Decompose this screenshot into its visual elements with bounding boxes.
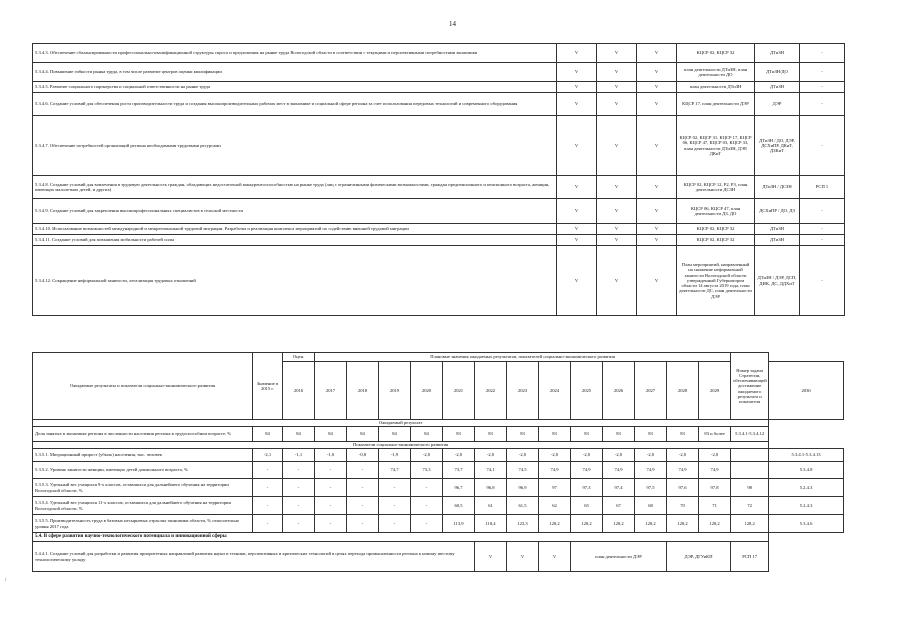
mark-period-3: V xyxy=(637,44,677,63)
indicators-label: Показатели социально-экономического развития xyxy=(33,442,769,449)
year-value: - xyxy=(347,479,379,497)
year-value: 83 xyxy=(635,427,667,442)
mark-period-3: V xyxy=(637,235,677,246)
note-cell: - xyxy=(800,235,845,246)
year-value: -2,0 xyxy=(699,449,731,462)
planned-values-header: Плановые значения ожидаемых результатов, показателей социально-экономического развития xyxy=(315,353,731,362)
mark-period-2: V xyxy=(597,235,637,246)
mark-period-2: V xyxy=(597,199,637,224)
responsible-body: ДТиЗН xyxy=(755,82,800,93)
year-value: - xyxy=(347,515,379,533)
indicators-table xyxy=(32,352,844,572)
mark-period-1: V xyxy=(557,199,597,224)
mark-period-2: V xyxy=(597,63,637,82)
year-value: - xyxy=(411,479,443,497)
year-value: 70 xyxy=(667,497,699,515)
measures-table xyxy=(32,43,845,316)
year-header: 2029 xyxy=(699,362,731,420)
responsible-body: ДТиЗН / ДЭР, ДСП, ДИК, ДС, ДДХиТ xyxy=(755,246,800,316)
base-value: - xyxy=(253,479,283,497)
year-value: 83 xyxy=(571,427,603,442)
year-value: 83 xyxy=(539,427,571,442)
measure-row xyxy=(33,93,845,116)
year-value: 83 xyxy=(603,427,635,442)
year-value: 128,2 xyxy=(603,515,635,533)
year-value: - xyxy=(411,497,443,515)
year-value: -2,0 xyxy=(571,449,603,462)
year-value: - xyxy=(315,479,347,497)
year-value: 84 xyxy=(411,427,443,442)
task-number: 5.3.4.1-5.3.4.13 xyxy=(769,449,844,462)
indicator-row xyxy=(33,462,844,479)
year-header: 2027 xyxy=(635,362,667,420)
year-value: -2,0 xyxy=(411,449,443,462)
year-value: 84 xyxy=(315,427,347,442)
year-value: 71 xyxy=(699,497,731,515)
note-cell: РСП 1 xyxy=(800,176,845,199)
page-number: 14 xyxy=(449,20,456,28)
year-value: 84 xyxy=(283,427,315,442)
year-value: 61,5 xyxy=(507,497,539,515)
year-value: - xyxy=(379,479,411,497)
mark-period-3: V xyxy=(637,176,677,199)
note-cell: - xyxy=(800,63,845,82)
year-header: 2021 xyxy=(443,362,475,420)
measure-row xyxy=(33,542,844,572)
year-value: - xyxy=(347,497,379,515)
funding-source: КЦСР 02, КЦСР 32 xyxy=(677,224,755,235)
responsible-body: ДЭР, ДГУиКП xyxy=(667,542,731,572)
measure-row xyxy=(33,82,845,93)
year-value: - xyxy=(283,479,315,497)
year-header: 2023 xyxy=(507,362,539,420)
mark-period-3: V xyxy=(637,116,677,176)
mark-period-2: V xyxy=(597,116,637,176)
responsible-body: ДТиЗН / ДО, ДЭР, ДСХиПР, ДКиТ, ДЗКиТ xyxy=(755,116,800,176)
result-row xyxy=(33,427,844,442)
year-value: - xyxy=(283,515,315,533)
note-cell: РСП 17 xyxy=(731,542,769,572)
base-value: - xyxy=(253,497,283,515)
year-value: - xyxy=(283,497,315,515)
mark-period-2: V xyxy=(507,542,539,572)
year-value: 97,3 xyxy=(571,479,603,497)
indicator-row xyxy=(33,449,844,462)
task-number: 5.3.4.6 xyxy=(769,515,844,533)
mark-period-3: V xyxy=(637,93,677,116)
funding-source: КЦСР 02, КЦСР 32 xyxy=(677,44,755,63)
mark-period-1: V xyxy=(557,82,597,93)
year-value: 128,2 xyxy=(667,515,699,533)
year-value: -1,9 xyxy=(379,449,411,462)
year-header: 2016 xyxy=(283,362,315,420)
year-value xyxy=(731,449,769,462)
responsible-body: ДТиЗН xyxy=(755,224,800,235)
funding-source: КЦСР 02, КЦСР 12, Р2, Р3, план деятельности ДСЗН xyxy=(677,176,755,199)
year-value: 60,5 xyxy=(443,497,475,515)
mark-period-2: V xyxy=(597,246,637,316)
year-value: 83 xyxy=(507,427,539,442)
year-value: -2,0 xyxy=(539,449,571,462)
year-value: 65 xyxy=(571,497,603,515)
year-value: 113,9 xyxy=(443,515,475,533)
note-cell: - xyxy=(800,199,845,224)
year-value: 74,9 xyxy=(635,462,667,479)
funding-source: КЦСР 02, КЦСР 31, КЦСР 17, КЦСР 06, КЦСР 47, КЦСР 03, КЦСР 33, план деятельности ДТиЗН, ДЭР, ДКиТ xyxy=(677,116,755,176)
funding-source: план деятельности ДТиЗН xyxy=(677,82,755,93)
note-cell: - xyxy=(800,82,845,93)
responsible-body: ДСХиПР / ДО, ДЗ xyxy=(755,199,800,224)
year-value: 61 xyxy=(475,497,507,515)
year-value: - xyxy=(315,515,347,533)
mark-period-3: V xyxy=(637,246,677,316)
year-value: 98 xyxy=(731,479,769,497)
year-value: -2,0 xyxy=(603,449,635,462)
mark-period-3: V xyxy=(637,199,677,224)
task-number: 5.3.4.8 xyxy=(769,462,844,479)
year-value: -2,0 xyxy=(475,449,507,462)
mark-period-1: V xyxy=(475,542,507,572)
indicator-name: 5.3.5.5. Производительность труда в базовых несырьевых отраслях экономики области, % относительно уровня 2017 года xyxy=(33,515,253,533)
year-value: 74,5 xyxy=(507,462,539,479)
year-header: 2019 xyxy=(379,362,411,420)
indicator-name: 5.3.5.4. Удельный вес учащихся 11-х классов, оставшихся для дальнейшего обучения на территории Вологодской области, % xyxy=(33,497,253,515)
estimate-header: Оцен. xyxy=(283,353,315,362)
year-value: 67 xyxy=(603,497,635,515)
measure-row xyxy=(33,116,845,176)
responsible-body: ДТиЗН xyxy=(755,44,800,63)
measure-description: 5.3.4.6. Создание условий для обеспечения роста производительности труда и создания высокопроизводительных рабочих мест в экономике и социальной сфере региона за счет использования передовых технологий и современного оборудования xyxy=(33,93,557,116)
measure-row xyxy=(33,63,845,82)
year-value: 84 xyxy=(347,427,379,442)
year-value: 74,9 xyxy=(667,462,699,479)
measure-row xyxy=(33,224,845,235)
note-cell: - xyxy=(800,44,845,63)
funding-source: КЦСР 02, КЦСР 32 xyxy=(677,235,755,246)
year-value: 128,2 xyxy=(731,515,769,533)
year-value: - xyxy=(315,497,347,515)
year-value: -1,0 xyxy=(315,449,347,462)
year-value: 97 xyxy=(539,479,571,497)
year-header: 2018 xyxy=(347,362,379,420)
responsible-body: ДЭР xyxy=(755,93,800,116)
year-value: -2,0 xyxy=(635,449,667,462)
measure-description: 5.3.4.3. Обеспечение сбалансированности профессионально-квалификационной структуры спроса и предложения на рынке труда Вологодской области в соответствии с текущими и перспективными потребностями экономики xyxy=(33,44,557,63)
year-value: - xyxy=(411,515,443,533)
funding-source: план деятельности ДЭР xyxy=(571,542,667,572)
mark-period-2: V xyxy=(597,176,637,199)
mark-period-3: V xyxy=(637,63,677,82)
mark-period-3: V xyxy=(637,224,677,235)
year-header: 2024 xyxy=(539,362,571,420)
year-value: 96,9 xyxy=(507,479,539,497)
year-value: 74,9 xyxy=(603,462,635,479)
measure-row xyxy=(33,199,845,224)
year-value: 74,7 xyxy=(379,462,411,479)
year-header: 2020 xyxy=(411,362,443,420)
base-value: - xyxy=(253,462,283,479)
funding-source: КЦСР 17, план деятельности ДЭР xyxy=(677,93,755,116)
mark-period-2: V xyxy=(597,93,637,116)
mark-period-1: V xyxy=(557,116,597,176)
mark-period-3: V xyxy=(539,542,571,572)
year-header: 2026 xyxy=(603,362,635,420)
year-value: 128,2 xyxy=(699,515,731,533)
year-value: 128,2 xyxy=(571,515,603,533)
header-row xyxy=(33,353,844,362)
task-number: 5.2.4.3 xyxy=(769,497,844,515)
measure-description: 5.3.4.8. Создание условий для вовлечения в трудовую деятельность граждан, обладающих недостаточной конкурентоспособностью на рынке труда (лиц с ограниченными физическими возможностями, граждан предпенсионного и пенсионного возраста, женщин, имеющих малолетних детей, и других) xyxy=(33,176,557,199)
year-value: 128,2 xyxy=(635,515,667,533)
year-value: 83 и более xyxy=(699,427,731,442)
task-number: 5.2.4.3 xyxy=(769,479,844,497)
measure-description: 5.3.4.5. Развитие социального партнерства и социальной ответственности на рынке труда xyxy=(33,82,557,93)
responsible-body: ДТиЗН xyxy=(755,235,800,246)
measure-row xyxy=(33,246,845,316)
mark-period-1: V xyxy=(557,63,597,82)
base-value-header: Значение в 2015 г. xyxy=(253,353,283,420)
year-value: - xyxy=(315,462,347,479)
year-header: 2022 xyxy=(475,362,507,420)
mark-period-2: V xyxy=(597,224,637,235)
mark-period-2: V xyxy=(597,82,637,93)
year-value: -0,8 xyxy=(347,449,379,462)
year-value: 74,9 xyxy=(699,462,731,479)
year-value: 96,8 xyxy=(475,479,507,497)
year-value: 74,9 xyxy=(539,462,571,479)
year-value: 118,4 xyxy=(475,515,507,533)
year-value: 73,7 xyxy=(443,462,475,479)
year-value: 73,3 xyxy=(411,462,443,479)
measure-description: 5.4.4.1. Создание условий для разработки и развития приоритетных направлений развития науки и техники, перспективных и критических технологий в целях перехода промышленности региона к новому шестому технологическому укладу xyxy=(33,542,475,572)
note-cell: - xyxy=(800,224,845,235)
measure-description: 5.3.4.4. Повышение гибкости рынка труда, в том числе развитие центров оценки квалификации xyxy=(33,63,557,82)
year-value: - xyxy=(379,515,411,533)
base-value: - xyxy=(253,515,283,533)
indicator-name: 5.3.5.1. Миграционный прирост (убыль) населения, тыс. человек xyxy=(33,449,253,462)
year-value: 97,6 xyxy=(667,479,699,497)
expected-result-label: Ожидаемый результат xyxy=(33,420,769,427)
measure-description: 5.3.4.7. Обеспечение потребностей организаций региона необходимыми трудовыми ресурсами xyxy=(33,116,557,176)
year-value: - xyxy=(379,497,411,515)
year-value: -2,0 xyxy=(507,449,539,462)
year-value: 128,2 xyxy=(539,515,571,533)
group-row xyxy=(33,442,844,449)
year-value: -2,0 xyxy=(667,449,699,462)
margin-mark: ⁝ xyxy=(5,578,7,583)
year-value: 62 xyxy=(539,497,571,515)
indicator-name: 5.3.5.3. Удельный вес учащихся 9-х классов, оставшихся для дальнейшего обучения на территории Вологодской области, % xyxy=(33,479,253,497)
funding-source: План мероприятий, направленный на снижение неформальной занятости Вологодской области утвержденный Губернатором области 14 августа 2019 года, план деятельности ДС, план деятельности ДЭР xyxy=(677,246,755,316)
year-value: 96,7 xyxy=(443,479,475,497)
measure-row xyxy=(33,176,845,199)
funding-source: КЦСР 06, КЦСР 47, план деятельности ДЗ, ДО xyxy=(677,199,755,224)
year-value: 74,9 xyxy=(571,462,603,479)
year-header: 2030 xyxy=(769,362,844,420)
group-row xyxy=(33,420,844,427)
results-header: Ожидаемые результаты и показатели социально-экономического развития xyxy=(33,353,253,420)
measure-row xyxy=(33,235,845,246)
year-value: 83 xyxy=(475,427,507,442)
measure-description: 5.3.4.12. Сокращение неформальной занятости, легализация трудовых отношений xyxy=(33,246,557,316)
year-value xyxy=(731,462,769,479)
note-cell: - xyxy=(800,93,845,116)
funding-source: план деятельности ДТиЗН, план деятельности ДО xyxy=(677,63,755,82)
base-value: -2,1 xyxy=(253,449,283,462)
measure-row xyxy=(33,44,845,63)
indicator-row xyxy=(33,497,844,515)
year-value: 97,5 xyxy=(635,479,667,497)
section-title: 5.4. В сфере развития научно-технологического потенциала и инновационной сферы xyxy=(33,533,769,542)
year-value: 84 xyxy=(379,427,411,442)
year-value: -1,1 xyxy=(283,449,315,462)
year-header: 2017 xyxy=(315,362,347,420)
year-value: 97,8 xyxy=(699,479,731,497)
year-value: 83 xyxy=(443,427,475,442)
year-value: 72 xyxy=(731,497,769,515)
task-number: 5.3.4.1-5.3.4.12 xyxy=(731,427,769,442)
year-value: 68 xyxy=(635,497,667,515)
mark-period-1: V xyxy=(557,176,597,199)
mark-period-1: V xyxy=(557,224,597,235)
year-value: 83 xyxy=(667,427,699,442)
year-value: 74,1 xyxy=(475,462,507,479)
mark-period-1: V xyxy=(557,235,597,246)
base-value: 84 xyxy=(253,427,283,442)
task-number-header: Номер задачи Стратегии, обеспечивающей достижение ожидаемого результата и показателя xyxy=(731,353,769,420)
year-value: -2,0 xyxy=(443,449,475,462)
responsible-body: ДТиЗН/ДО xyxy=(755,63,800,82)
year-value: - xyxy=(283,462,315,479)
measure-description: 5.3.4.9. Создание условий для закрепления высокопрофессиональных специалистов в сельской местности xyxy=(33,199,557,224)
note-cell: - xyxy=(800,246,845,316)
note-cell: - xyxy=(800,116,845,176)
responsible-body: ДТиЗН / ДСЗН xyxy=(755,176,800,199)
indicator-name: 5.3.5.2. Уровень занятости женщин, имеющих детей дошкольного возраста, % xyxy=(33,462,253,479)
year-header: 2028 xyxy=(667,362,699,420)
year-value: - xyxy=(347,462,379,479)
year-header: 2025 xyxy=(571,362,603,420)
measure-description: 5.3.4.11. Создание условий для повышения мобильности рабочей силы xyxy=(33,235,557,246)
measure-description: 5.3.4.10. Использование возможностей международной и межрегиональной трудовой миграции. Разработка и реализация комплекса мероприятий по содействию внешней трудовой миграции xyxy=(33,224,557,235)
mark-period-2: V xyxy=(597,44,637,63)
indicator-name: Доля занятых в экономике региона в численности населения региона в трудоспособном возрасте, % xyxy=(33,427,253,442)
year-value: 123,3 xyxy=(507,515,539,533)
mark-period-1: V xyxy=(557,246,597,316)
year-value: 97,4 xyxy=(603,479,635,497)
indicator-row xyxy=(33,479,844,497)
mark-period-1: V xyxy=(557,93,597,116)
mark-period-1: V xyxy=(557,44,597,63)
mark-period-3: V xyxy=(637,82,677,93)
section-row xyxy=(33,533,844,542)
indicator-row xyxy=(33,515,844,533)
